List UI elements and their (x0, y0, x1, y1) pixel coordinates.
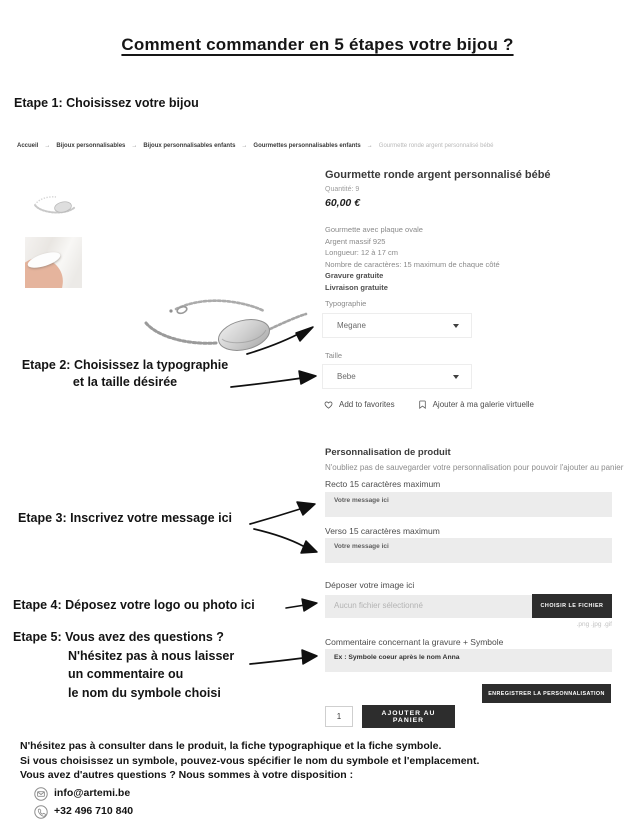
arrow-step2-size (231, 378, 302, 387)
product-price: 60,00 € (325, 197, 361, 209)
breadcrumb-item-current: Gourmette ronde argent personnalisé bébé (378, 143, 494, 149)
favorites-row (323, 399, 534, 410)
comment-input[interactable] (325, 649, 612, 672)
step5-line3: un commentaire ou (68, 667, 184, 681)
typography-select[interactable] (322, 313, 472, 338)
product-thumbnail-baby-photo[interactable] (25, 237, 82, 288)
arrow-step5-comment (250, 658, 303, 664)
footer (20, 739, 479, 819)
step3-label: Etape 3: Inscrivez votre message ici (18, 511, 232, 525)
step2-line2: et la taille désirée (72, 375, 178, 389)
comment-label: Commentaire concernant la gravure + Symbole (325, 637, 504, 647)
upload-formats-hint: .png .jpg .gif (576, 621, 612, 628)
add-to-favorites-button[interactable]: Add to favorites (339, 400, 395, 409)
file-upload-field[interactable] (325, 595, 612, 618)
email-row (34, 786, 479, 801)
breadcrumb-separator: → (241, 143, 248, 149)
breadcrumb-separator: → (366, 143, 373, 149)
typography-label: Typographie (325, 299, 367, 308)
description-line-shipping-free: Livraison gratuite (325, 282, 388, 292)
breadcrumb-item-bijoux[interactable]: Bijoux personnalisables (56, 143, 126, 149)
bookmark-icon (417, 399, 428, 410)
save-personalization-button[interactable]: ENREGISTRER LA PERSONNALISATION (482, 684, 611, 703)
step1-label: Etape 1: Choisissez votre bijou (14, 96, 199, 110)
contact-phone[interactable]: +32 496 710 840 (54, 805, 134, 818)
footer-line2: Si vous choisissez un symbole, pouvez-vous spécifier le nom du symbole et l'emplacement. (20, 754, 480, 767)
size-select[interactable] (322, 364, 472, 389)
email-icon (34, 787, 48, 801)
product-quantity-info: Quantité: 9 (325, 186, 360, 193)
breadcrumb-separator: → (44, 143, 51, 149)
heart-icon (323, 399, 334, 410)
breadcrumb-item-bijoux-enfants[interactable]: Bijoux personnalisables enfants (143, 143, 236, 149)
product-title: Gourmette ronde argent personnalisé bébé (325, 169, 551, 181)
recto-message-input[interactable] (325, 492, 612, 517)
personalization-subtitle: N'oubliez pas de sauvegarder votre personnalisation pour pouvoir l'ajouter au panier (325, 463, 624, 472)
upload-label: Déposer votre image ici (325, 580, 415, 590)
product-main-image (138, 293, 313, 353)
description-line: Longueur: 12 à 17 cm (325, 248, 398, 258)
add-to-cart-button[interactable]: AJOUTER AU PANIER (362, 705, 455, 728)
chevron-down-icon (453, 375, 459, 379)
product-thumbnail-bracelet-sketch[interactable] (28, 186, 82, 224)
add-to-gallery-button[interactable]: Ajouter à ma galerie virtuelle (432, 400, 534, 409)
step5-line4: le nom du symbole choisi (68, 685, 221, 700)
arrow-step3-recto (250, 509, 300, 524)
size-selected-value: Bebe (337, 372, 356, 381)
step2-line1: Etape 2: Choisissez la typographie (21, 358, 229, 372)
personalization-title: Personnalisation de produit (325, 447, 451, 458)
recto-label: Recto 15 caractères maximum (325, 479, 441, 489)
description-line: Argent massif 925 (325, 236, 386, 246)
description-line: Gourmette avec plaque ovale (325, 225, 423, 234)
quantity-input[interactable] (325, 706, 353, 727)
footer-line3: Vous avez d'autres questions ? Nous sommes à votre disposition : (20, 769, 354, 782)
choose-file-button[interactable]: CHOISIR LE FICHIER (532, 594, 612, 618)
arrow-step3-verso (254, 529, 303, 546)
arrow-step4-upload (286, 605, 305, 608)
footer-line1: N'hésitez pas à consulter dans le produit, la fiche typographique et la fiche symbole. (20, 740, 442, 752)
product-description (325, 224, 500, 294)
step5-label (13, 628, 234, 702)
step5-line2: N'hésitez pas à nous laisser (68, 648, 235, 663)
chevron-down-icon (453, 324, 459, 328)
breadcrumb-separator: → (131, 143, 138, 149)
step5-line1: Etape 5: Vous avez des questions ? (13, 630, 224, 644)
description-line: Nombre de caractères: 15 maximum de chaque côté (325, 259, 500, 269)
size-label: Taille (325, 351, 343, 360)
verso-label: Verso 15 caractères maximum (325, 526, 440, 536)
description-line-engraving-free: Gravure gratuite (325, 271, 384, 281)
phone-icon (34, 805, 48, 819)
breadcrumb (17, 143, 494, 149)
typography-selected-value: Megane (337, 321, 366, 330)
contact-email[interactable]: info@artemi.be (54, 787, 131, 800)
step2-label (10, 357, 240, 391)
phone-row (34, 804, 479, 819)
step4-label: Etape 4: Déposez votre logo ou photo ici (13, 598, 255, 612)
page-title: Comment commander en 5 étapes votre bijou ? (121, 35, 514, 55)
verso-message-input[interactable] (325, 538, 612, 563)
file-upload-placeholder: Aucun fichier sélectionné (334, 601, 423, 610)
breadcrumb-item-gourmettes[interactable]: Gourmettes personnalisables enfants (253, 143, 361, 149)
breadcrumb-item-home[interactable]: Accueil (17, 143, 39, 149)
